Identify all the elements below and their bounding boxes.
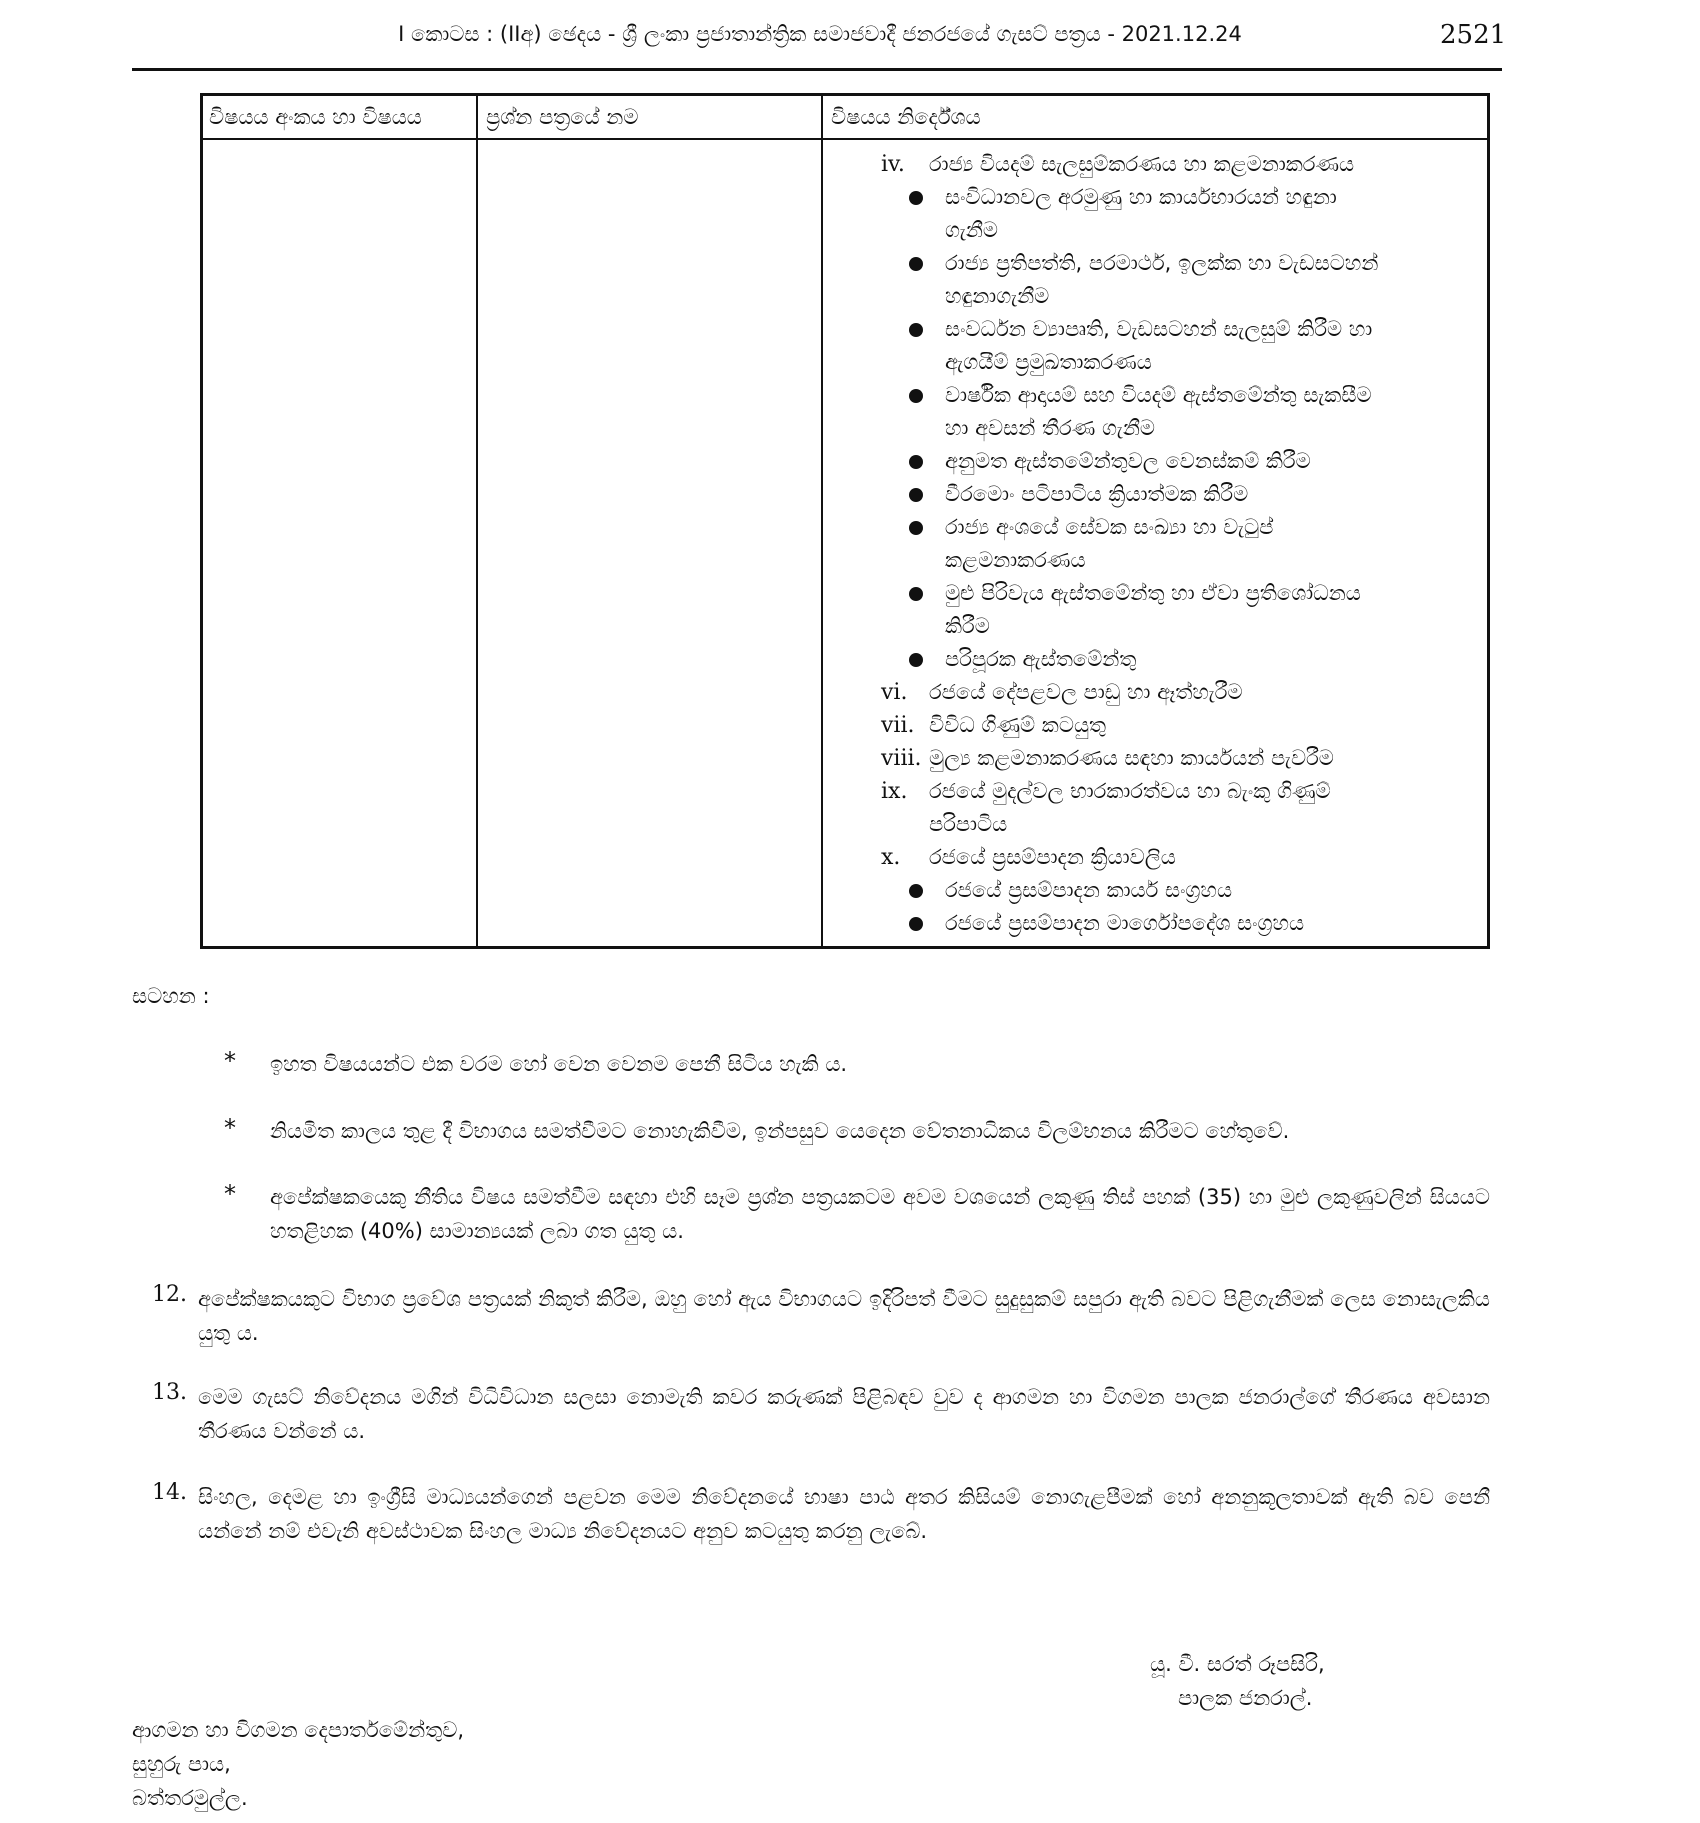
bullet-icon: [909, 455, 923, 469]
syllabus-item-text: වාර්ෂික ආදායම් සහ වියදම් ඇස්තමේන්තු සැකසීම: [945, 383, 1372, 407]
syllabus-bullet-item: [863, 577, 1483, 610]
syllabus-continuation: [863, 544, 1483, 577]
address-line: බත්තරමුල්ල.: [132, 1786, 248, 1810]
table-header-divider: [203, 138, 1487, 140]
syllabus-item-text: රජයේ ප්‍රසම්පාදන ක්‍රියාවලිය: [929, 845, 1176, 869]
syllabus-numbered-item: [863, 742, 1483, 775]
note-star: *: [224, 1047, 236, 1075]
syllabus-continuation: [863, 808, 1483, 841]
address-line: සුහුරු පාය,: [132, 1752, 231, 1776]
syllabus-numbered-item: [863, 709, 1483, 742]
table-column-divider: [476, 96, 478, 946]
syllabus-item-number: x.: [881, 845, 901, 870]
syllabus-item-number: vii.: [881, 713, 915, 738]
syllabus-cell: [863, 148, 1483, 940]
bullet-icon: [909, 521, 923, 535]
syllabus-item-text: ගැනීම: [945, 218, 999, 242]
syllabus-continuation: [863, 280, 1483, 313]
syllabus-item-text: පරිපූරක ඇස්තමේන්තු: [945, 647, 1137, 671]
syllabus-bullet-item: [863, 907, 1483, 940]
bullet-icon: [909, 389, 923, 403]
syllabus-item-text: රාජ්‍ය අංශයේ සේවක සංඛ්‍යා හා වැටුප්: [945, 515, 1274, 539]
syllabus-item-text: විවිධ ගිණුම් කටයුතු: [929, 713, 1107, 737]
syllabus-continuation: [863, 610, 1483, 643]
syllabus-bullet-item: [863, 643, 1483, 676]
syllabus-item-text: සංවිධානවල අරමුණු හා කාර්යභාරයන් හඳුනා: [945, 185, 1337, 209]
syllabus-item-text: ඇගයීම් ප්‍රමුඛතාකරණය: [945, 350, 1152, 374]
syllabus-numbered-item: [863, 148, 1483, 181]
gazette-header-title: I කොටස : (IIඅ) ඡෙදය - ශ්‍රී ලංකා ප්‍රජාතාන්ත්‍රික සමාජවාදී ජනරජයේ ගැසට් පත්‍රය - 2021.12.24: [398, 22, 1242, 46]
paragraph-text: මෙම ගැසට් නිවේදනය මගින් විධිවිධාන සලසා නොමැති කවර කරුණක් පිළිබඳව වුව ද ආගමන හා විගමන පාලක ජනරාල්ගේ තීරණය අවසාන තීරණය වන්නේ ය.: [198, 1385, 1490, 1443]
syllabus-continuation: [863, 412, 1483, 445]
syllabus-item-number: vi.: [881, 680, 908, 705]
syllabus-item-text: හඳුනාගැනීම: [945, 284, 1050, 308]
syllabus-bullet-item: [863, 181, 1483, 214]
note-item: අපේක්ෂකයෙකු නීතිය විෂය සමත්වීම සඳහා එහි සෑම ප්‍රශ්න පත්‍රයකටම අවම වශයෙන් ලකුණු තිස් පහක් (35) හා මුළු ලකුණුවලින් සියයට හතළිහක (40%) සාමාන්‍යයක් ලබා ගත යුතු ය.: [270, 1185, 1490, 1243]
syllabus-item-text: රජයේ ප්‍රසම්පාදන මාර්ගෝපදේශ සංග්‍රහය: [945, 911, 1305, 935]
syllabus-item-text: රාජ්‍ය වියදම් සැලසුම්කරණය හා කළමනාකරණය: [929, 152, 1355, 176]
bullet-icon: [909, 587, 923, 601]
syllabus-bullet-item: [863, 379, 1483, 412]
syllabus-continuation: [863, 346, 1483, 379]
syllabus-item-text: රජයේ මුදල්වල භාරකාරත්වය හා බැංකු ගිණුම්: [929, 779, 1331, 803]
table-column-divider: [821, 96, 823, 946]
syllabus-item-text: රාජ්‍ය ප්‍රතිපත්ති, පරමාර්ථ, ඉලක්ක හා වැඩසටහන්: [945, 251, 1379, 275]
syllabus-numbered-item: [863, 775, 1483, 808]
bullet-icon: [909, 191, 923, 205]
syllabus-bullet-item: [863, 313, 1483, 346]
paragraph-text: අපේක්ෂකයකුට විභාග ප්‍රවේශ පත්‍රයක් නිකුත් කිරීම, ඔහු හෝ ඇය විභාගයට ඉදිරිපත් වීමට සුදුසුකම් සපුරා ඇති බවට පිළිගැනීමක් ලෙස නොසැලකිය යුතු ය.: [198, 1287, 1490, 1345]
note-star: *: [224, 1180, 236, 1208]
syllabus-item-text: මුළු පිරිවැය ඇස්තමේන්තු හා ඒවා ප්‍රතිශෝධනය: [945, 581, 1361, 605]
note-item: නියමිත කාලය තුළ දී විභාගය සමත්වීමට නොහැකිවීම, ඉන්පසුව යෙදෙන වේතනාධිකය විලම්භනය කිරීමට හේතුවේ.: [270, 1119, 1290, 1143]
syllabus-item-number: viii.: [881, 746, 922, 771]
syllabus-item-text: කිරීම: [945, 614, 990, 638]
paragraph-number: 13.: [152, 1380, 187, 1405]
signature-name: යූ. වී. සරත් රූපසිරි,: [1150, 1652, 1325, 1676]
bullet-icon: [909, 653, 923, 667]
syllabus-item-text: පරිපාටිය: [929, 812, 1008, 836]
bullet-icon: [909, 323, 923, 337]
syllabus-item-text: හා අවසන් තීරණ ගැනීම: [945, 416, 1155, 440]
syllabus-bullet-item: [863, 247, 1483, 280]
syllabus-continuation: [863, 214, 1483, 247]
syllabus-item-text: අනුමත ඇස්තමේන්තුවල වෙනස්කම් කිරීම: [945, 449, 1311, 473]
paragraph-number: 14.: [152, 1480, 187, 1505]
paragraph-text: සිංහල, දෙමළ හා ඉංග්‍රීසි මාධ්‍යයන්ගෙන් පළවන මෙම නිවේදනයේ භාෂා පාඨ අතර කිසියම් නොගැළපීමක් හෝ අනනුකූලතාවක් ඇති බව පෙනී යන්නේ නම් එවැනි අවස්ථාවක සිංහල මාධ්‍ය නිවේදනයට අනුව කටයුතු කරනු ලැබේ.: [198, 1485, 1490, 1543]
signature-title: පාලක ජනරාල්.: [1178, 1686, 1313, 1710]
table-header-syllabus: විෂයය නිර්දේශය: [831, 105, 981, 129]
bullet-icon: [909, 884, 923, 898]
paragraph-number: 12.: [152, 1282, 187, 1307]
table-header-subject: විෂයය අංකය හා විෂයය: [209, 105, 422, 129]
bullet-icon: [909, 488, 923, 502]
syllabus-item-number: ix.: [881, 779, 908, 804]
notes-heading: සටහන :: [132, 984, 210, 1008]
page-number: 2521: [1440, 20, 1507, 50]
syllabus-item-text: කළමනාකරණය: [945, 548, 1086, 572]
syllabus-item-text: රජයේ දේපළවල පාඩු හා ඈත්හැරීම: [929, 680, 1243, 704]
note-star: *: [224, 1114, 236, 1142]
bullet-icon: [909, 257, 923, 271]
header-rule: [132, 68, 1502, 71]
bullet-icon: [909, 917, 923, 931]
table-header-paper: ප්‍රශ්න පත්‍රයේ නම: [486, 105, 639, 129]
syllabus-bullet-item: [863, 511, 1483, 544]
note-item: ඉහත විෂයයන්ට එක වරම හෝ වෙන වෙනම පෙනී සිටිය හැකි ය.: [270, 1052, 848, 1076]
syllabus-item-text: සංවර්ධන ව්‍යාපෘති, වැඩසටහන් සැලසුම් කිරීම හා: [945, 317, 1373, 341]
syllabus-item-text: වීරමොං පටිපාටිය ක්‍රියාත්මක කිරීම: [945, 482, 1249, 506]
syllabus-item-number: iv.: [881, 152, 905, 177]
syllabus-bullet-item: [863, 874, 1483, 907]
syllabus-bullet-item: [863, 478, 1483, 511]
syllabus-item-text: රජයේ ප්‍රසම්පාදන කාර්ය සංග්‍රහය: [945, 878, 1233, 902]
syllabus-numbered-item: [863, 841, 1483, 874]
address-line: ආගමන හා විගමන දෙපාර්තමේන්තුව,: [132, 1718, 465, 1742]
syllabus-numbered-item: [863, 676, 1483, 709]
syllabus-table: [200, 93, 1490, 949]
syllabus-item-text: මුල්‍ය කළමනාකරණය සඳහා කාර්යයන් පැවරීම: [929, 746, 1334, 770]
syllabus-bullet-item: [863, 445, 1483, 478]
